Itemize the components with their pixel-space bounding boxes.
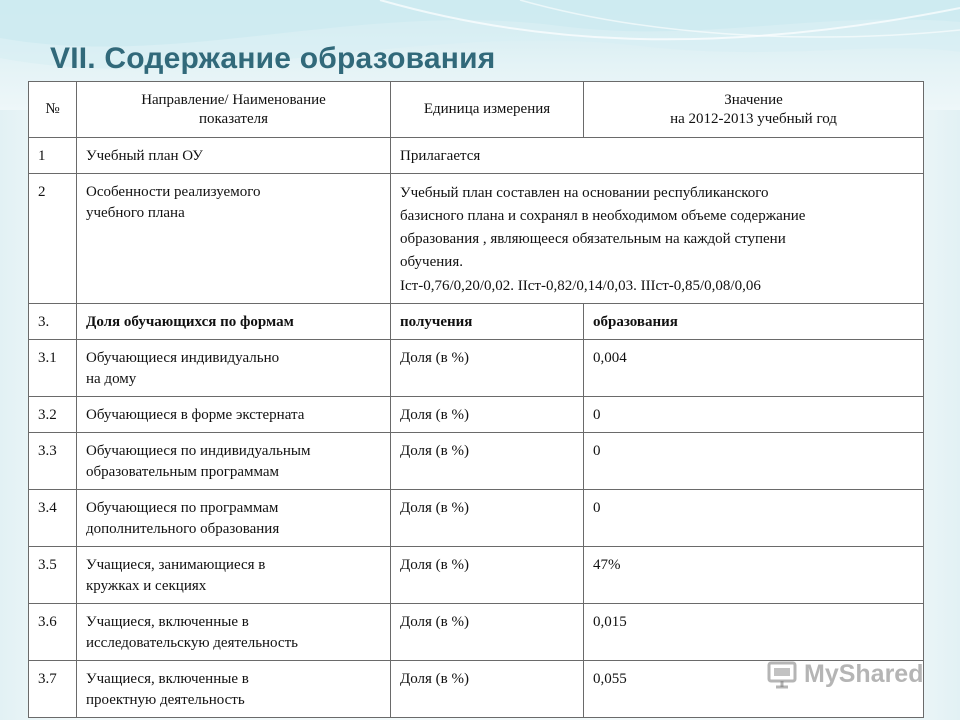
watermark-text: MyShared bbox=[804, 659, 924, 688]
curriculum-description bbox=[391, 174, 924, 304]
description-line: Iст-0,76/0,20/0,02. IIст-0,82/0,14/0,03. IIIст-0,85/0,08/0,06 bbox=[400, 278, 761, 294]
table-row bbox=[29, 304, 924, 340]
header-num: № bbox=[29, 82, 77, 138]
row-name: Учащиеся, включенные в исследовательскую деятельность bbox=[77, 604, 391, 661]
row-num: 3.2 bbox=[29, 397, 77, 433]
row-value: 0,055 bbox=[584, 661, 924, 718]
table-row bbox=[29, 547, 924, 604]
watermark bbox=[766, 656, 923, 692]
row-unit: Доля (в %) bbox=[391, 661, 584, 718]
row-unit: Доля (в %) bbox=[391, 433, 584, 490]
row-unit: Доля (в %) bbox=[391, 604, 584, 661]
row-name: Обучающиеся по программам дополнительного образования bbox=[77, 490, 391, 547]
row-value: 47% bbox=[584, 547, 924, 604]
table-header-row bbox=[29, 82, 924, 138]
row-value: 0 bbox=[584, 433, 924, 490]
table-row bbox=[29, 490, 924, 547]
row-name: Доля обучающихся по формам bbox=[77, 304, 391, 340]
row-name: Учебный план ОУ bbox=[77, 138, 391, 174]
description-line: образования , являющееся обязательным на каждой ступени bbox=[400, 231, 786, 247]
education-content-table bbox=[28, 81, 924, 718]
table-row bbox=[29, 397, 924, 433]
row-num: 3.1 bbox=[29, 340, 77, 397]
table-row bbox=[29, 174, 924, 304]
row-num: 1 bbox=[29, 138, 77, 174]
description-line: Учебный план составлен на основании республиканского bbox=[400, 185, 769, 201]
row-unit: Доля (в %) bbox=[391, 490, 584, 547]
row-value: 0,015 bbox=[584, 604, 924, 661]
table-row bbox=[29, 138, 924, 174]
presentation-board-icon bbox=[766, 658, 798, 690]
row-num: 3.5 bbox=[29, 547, 77, 604]
header-name: Направление/ Наименование показателя bbox=[77, 82, 391, 138]
header-unit: Единица измерения bbox=[391, 82, 584, 138]
row-num: 3. bbox=[29, 304, 77, 340]
row-num: 3.4 bbox=[29, 490, 77, 547]
description-line: базисного плана и сохранял в необходимом объеме содержание bbox=[400, 208, 806, 224]
table-row bbox=[29, 433, 924, 490]
description-line: обучения. bbox=[400, 254, 463, 270]
row-unit: получения bbox=[391, 304, 584, 340]
table-row bbox=[29, 340, 924, 397]
row-value: 0,004 bbox=[584, 340, 924, 397]
row-num: 3.7 bbox=[29, 661, 77, 718]
row-name: Особенности реализуемого учебного плана bbox=[77, 174, 391, 304]
row-unit: Доля (в %) bbox=[391, 397, 584, 433]
row-name: Учащиеся, включенные в проектную деятельность bbox=[77, 661, 391, 718]
row-value: образования bbox=[584, 304, 924, 340]
row-name: Учащиеся, занимающиеся в кружках и секциях bbox=[77, 547, 391, 604]
row-text: Прилагается bbox=[391, 138, 924, 174]
row-value: 0 bbox=[584, 490, 924, 547]
row-name: Обучающиеся по индивидуальным образовательным программам bbox=[77, 433, 391, 490]
slide-title: VII. Содержание образования bbox=[50, 42, 496, 75]
table-row bbox=[29, 604, 924, 661]
row-unit: Доля (в %) bbox=[391, 340, 584, 397]
row-name: Обучающиеся в форме экстерната bbox=[77, 397, 391, 433]
row-unit: Доля (в %) bbox=[391, 547, 584, 604]
row-num: 2 bbox=[29, 174, 77, 304]
row-num: 3.3 bbox=[29, 433, 77, 490]
header-value: Значение на 2012-2013 учебный год bbox=[584, 82, 924, 138]
row-num: 3.6 bbox=[29, 604, 77, 661]
row-value: 0 bbox=[584, 397, 924, 433]
row-name: Обучающиеся индивидуально на дому bbox=[77, 340, 391, 397]
